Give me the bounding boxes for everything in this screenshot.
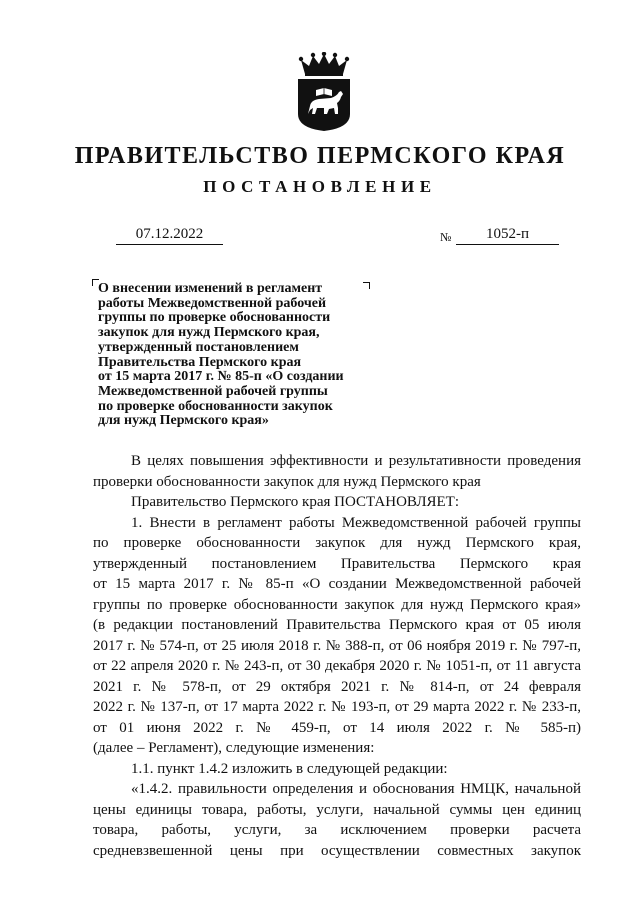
body-line: цены единицы товара, работы, услуги, начальной суммы цен единиц [93,801,581,818]
body-line: В целях повышения эффективности и результативности проведения [131,453,581,469]
document-type: ПОСТАНОВЛЕНИЕ [203,177,437,196]
body-line: (далее – Регламент), следующие изменения: [93,740,375,756]
body-line: группы по проверке обоснованности закупок для нужд Пермского края» [93,596,581,613]
subject-line: О внесении изменений в регламент [98,281,323,296]
subject-line: Правительства Пермского края [98,354,302,370]
subject-line: группы по проверке обоснованности [98,310,331,326]
body-line: утвержденный постановлением Правительства Пермского края [93,555,581,572]
body-line: средневзвешенной цены при осуществлении совместных закупок [93,842,581,859]
government-title: ПРАВИТЕЛЬСТВО ПЕРМСКОГО КРАЯ [74,143,566,169]
document-body [93,451,581,861]
body-line: Правительство Пермского края ПОСТАНОВЛЯЕТ: [131,494,460,510]
subject-line: утвержденный постановлением [98,339,299,355]
body-line: от 15 марта 2017 г. № 85-п «О создании Межведомственной рабочей [93,576,581,592]
document-subject [98,282,388,429]
document-number: 1052-п [456,226,559,245]
body-line: товара, работы, услуги, за исключением проверки расчета [93,822,581,838]
body-line: 2021 г. № 578-п, от 29 октября 2021 г. № 814-п, от 24 февраля [93,678,581,695]
body-line: 1. Внести в регламент работы Межведомственной рабочей группы [131,514,581,531]
body-line: 2017 г. № 574-п, от 25 июля 2018 г. № 388-п, от 06 ноября 2019 г. № 797-п, [93,637,581,654]
subject-line: по проверке обоснованности закупок [98,398,333,414]
subject-line: закупок для нужд Пермского края, [98,325,320,341]
subject-line: для нужд Пермского края» [98,413,269,429]
body-line: (в редакции постановлений Правительства Пермского края от 05 июля [93,617,581,633]
subject-line: работы Межведомственной рабочей [98,295,327,311]
perm-krai-coat-of-arms-icon [295,52,353,132]
document-date: 07.12.2022 [116,226,223,245]
body-line: проверки обоснованности закупок для нужд Пермского края [93,473,481,490]
body-line: от 01 июня 2022 г. № 459-п, от 14 июля 2022 г. № 585-п) [93,719,581,736]
body-line: по проверке обоснованности закупок для нужд Пермского края, [93,535,581,551]
subject-line: Межведомственной рабочей группы [98,383,328,399]
number-label: № [440,230,452,244]
body-line: 2022 г. № 137-п, от 17 марта 2022 г. № 193-п, от 29 марта 2022 г. № 233-п, [93,699,581,715]
subject-line: от 15 марта 2017 г. № 85-п «О создании [98,369,344,385]
body-line: 1.1. пункт 1.4.2 изложить в следующей редакции: [131,760,448,777]
body-line: от 22 апреля 2020 г. № 243-п, от 30 декабря 2020 г. № 1051-п, от 11 августа [93,658,581,674]
body-line: «1.4.2. правильности определения и обоснования НМЦК, начальной [131,781,581,797]
